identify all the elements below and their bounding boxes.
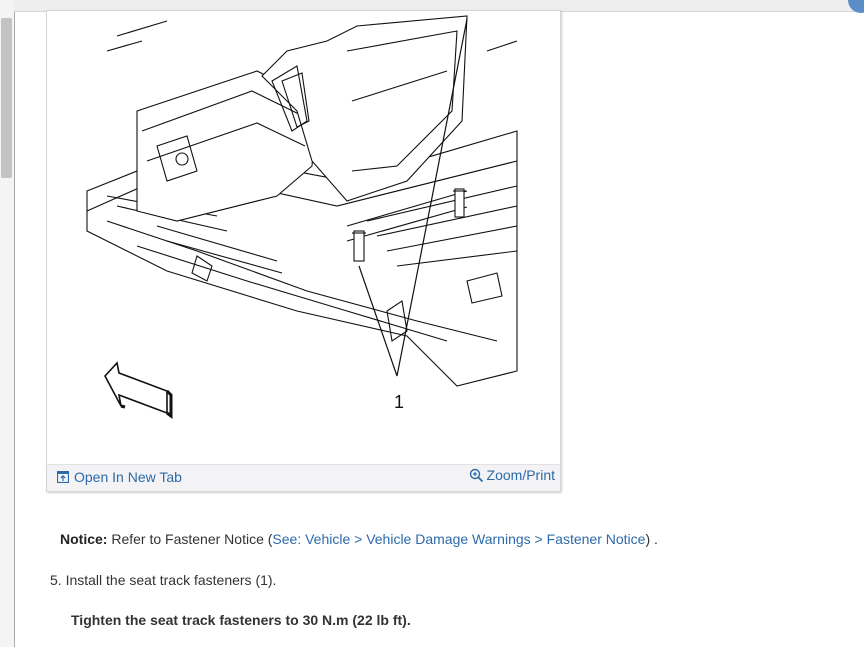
notice-text-end: ) . bbox=[645, 531, 658, 547]
open-new-tab-icon bbox=[57, 471, 69, 483]
procedure-step bbox=[50, 572, 276, 588]
torque-specification: Tighten the seat track fasteners to 30 N.m (22 lb ft). bbox=[71, 612, 411, 628]
open-new-tab-link[interactable] bbox=[57, 469, 182, 485]
fastener-notice-link[interactable]: See: Vehicle > Vehicle Damage Warnings > Fastener Notice bbox=[272, 531, 646, 547]
step-number: 5. bbox=[50, 572, 62, 588]
fastener-notice bbox=[60, 531, 658, 547]
open-new-tab-label: Open In New Tab bbox=[74, 469, 182, 485]
scrollbar-thumb[interactable] bbox=[1, 18, 12, 178]
notice-label: Notice: bbox=[60, 531, 108, 547]
seat-track-illustration bbox=[47, 11, 560, 466]
left-scrollbar-track[interactable] bbox=[0, 0, 15, 647]
notice-text: Refer to Fastener Notice ( bbox=[111, 531, 273, 547]
callout-number: 1 bbox=[394, 392, 405, 412]
figure-card bbox=[46, 10, 561, 492]
zoom-print-label: Zoom/Print bbox=[486, 467, 555, 483]
zoom-print-link[interactable] bbox=[469, 467, 555, 483]
user-avatar[interactable] bbox=[848, 0, 864, 13]
zoom-in-icon bbox=[469, 468, 484, 483]
step-text: Install the seat track fasteners (1). bbox=[65, 572, 277, 588]
figure-action-bar bbox=[47, 464, 560, 491]
